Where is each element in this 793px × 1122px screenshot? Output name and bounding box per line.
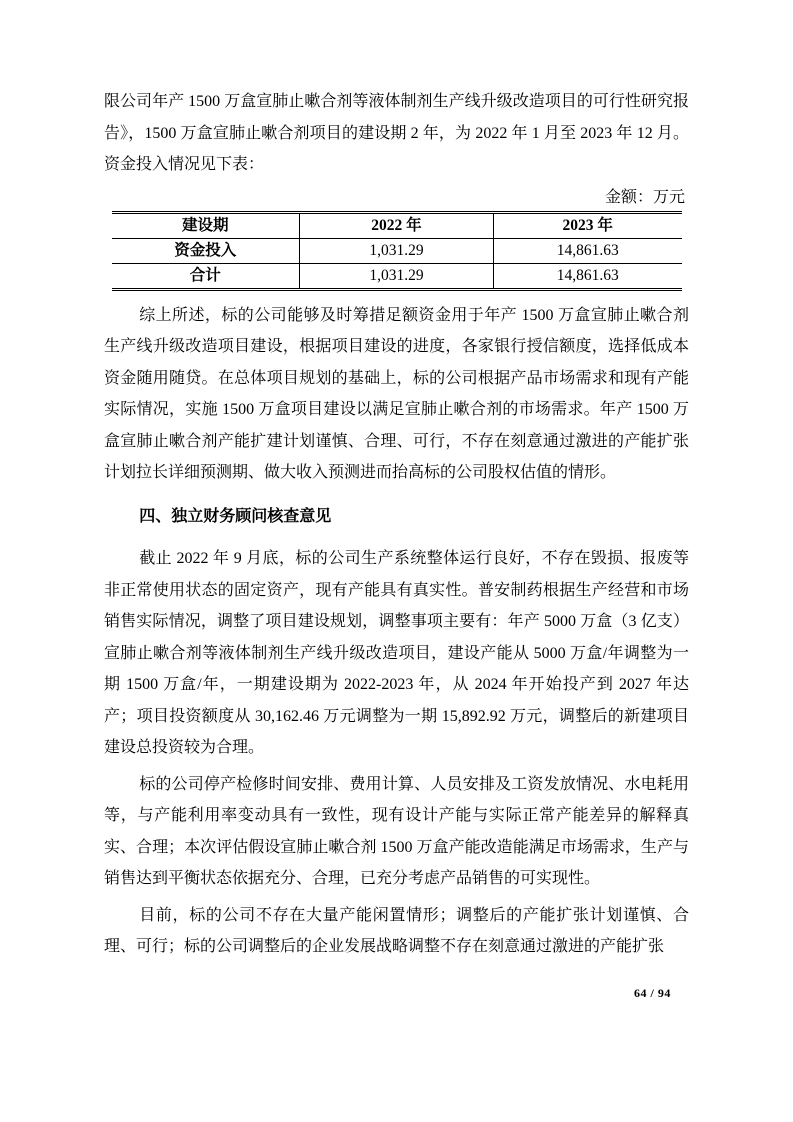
table-header-construction-period: 建设期 bbox=[112, 212, 300, 238]
row-label-capital-investment: 资金投入 bbox=[112, 238, 300, 263]
table-unit-caption: 金额：万元 bbox=[604, 188, 685, 206]
body-paragraph-opinion-2: 标的公司停产检修时间安排、费用计算、人员安排及工资发放情况、水电耗用等，与产能利用率变动具有一致性，现有设计产能与实际正常产能差异的解释真实、合理；本次评估假设宣肺止嗽合剂 1500 万盒产能改造能满足市场需求，生产与销售达到平衡状态依据充分、合理，已充分考虑产品销售的可实现性。 bbox=[104, 775, 689, 887]
document-content bbox=[104, 86, 689, 968]
cell-2023-capital: 14,861.63 bbox=[493, 238, 681, 263]
row-label-total: 合计 bbox=[189, 266, 221, 284]
body-paragraph-opinion-1: 截止 2022 年 9 月底，标的公司生产系统整体运行良好，不存在毁损、报废等非正常使用状态的固定资产，现有产能具有真实性。普安制药根据生产经营和市场销售实际情况，调整了项目建设规划，调整事项主要有：年产 5000 万盒（3 亿支）宣肺止嗽合剂等液体制剂生产线升级改造项目，建设产能从 5000 万盒/年调整为一期 1500 万盒/年，一期建设期为 2022-2023 年，从 2024 年开始投产到 2027 年达产；项目投资额度从 30,162.46 万元调整为一期 15,892.92 万元，调整后的新建项目建设总投资较为合理。 bbox=[104, 550, 689, 756]
table-row-total bbox=[112, 263, 682, 289]
table-header-row bbox=[112, 212, 682, 238]
section-heading-advisor-opinion: 四、独立财务顾问核查意见 bbox=[139, 507, 332, 525]
cell-2023-total: 14,861.63 bbox=[493, 263, 681, 289]
page-number: 64 / 94 bbox=[634, 986, 671, 1000]
cell-2022-total: 1,031.29 bbox=[300, 263, 494, 289]
table-header-2022: 2022 年 bbox=[300, 212, 494, 238]
body-paragraph-summary: 综上所述，标的公司能够及时筹措足额资金用于年产 1500 万盒宣肺止嗽合剂生产线升级改造项目建设，根据项目建设的进度，各家银行授信额度，选择低成本资金随用随贷。在总体项目规划的基础上，标的公司根据产品市场需求和现有产能实际情况，实施 1500 万盒项目建设以满足宣肺止嗽合剂的市场需求。年产 1500 万盒宣肺止嗽合剂产能扩建计划谨慎、合理、可行，不存在刻意通过激进的产能扩张计划拉长详细预测期、做大收入预测进而抬高标的公司股权估值的情形。 bbox=[104, 306, 689, 481]
body-paragraph-opinion-3: 目前，标的公司不存在大量产能闲置情形；调整后的产能扩张计划谨慎、合理、可行；标的公司调整后的企业发展战略调整不存在刻意通过激进的产能扩张 bbox=[104, 906, 689, 955]
investment-table bbox=[112, 211, 682, 291]
cell-2022-capital: 1,031.29 bbox=[300, 238, 494, 263]
body-paragraph-continuation: 限公司年产 1500 万盒宣肺止嗽合剂等液体制剂生产线升级改造项目的可行性研究报告》，1500 万盒宣肺止嗽合剂项目的建设期 2 年，为 2022 年 1 月至 2023 年 12 月。资金投入情况见下表： bbox=[104, 93, 689, 173]
table-header-2023: 2023 年 bbox=[493, 212, 681, 238]
table-row-capital-investment bbox=[112, 238, 682, 263]
